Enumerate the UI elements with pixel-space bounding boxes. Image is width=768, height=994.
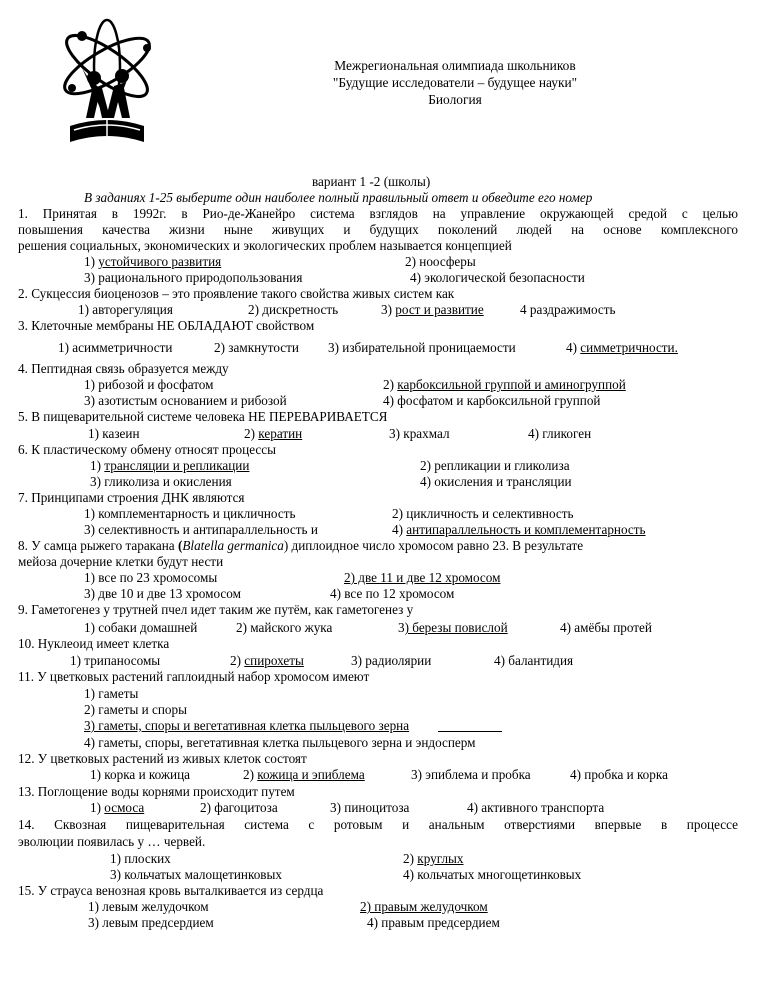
q9-option-1: 1) собаки домашней	[84, 620, 198, 635]
q15-option-3: 3) левым предсердием	[88, 915, 214, 930]
header-subject: Биология	[428, 92, 482, 107]
q1-text-line-3: решения социальных, экономических и экологических проблем называется концепцией	[18, 238, 512, 253]
q13-option-2: 2) фагоцитоза	[200, 800, 278, 815]
q14-option-3: 3) кольчатых малощетинковых	[110, 867, 282, 882]
q15-text: 15. У страуса венозная кровь выталкивается из сердца	[18, 883, 324, 898]
q9-text: 9. Гаметогенез у трутней пчел идет таким же путём, как гаметогенез у	[18, 602, 414, 617]
q5-option-2: 2) кератин	[244, 426, 303, 441]
variant-label: вариант 1 -2 (школы)	[312, 174, 431, 189]
q2-option-4: 4 раздражимость	[520, 302, 616, 317]
q4-text: 4. Пептидная связь образуется между	[18, 361, 229, 376]
q9-option-3: 3) березы повислой	[398, 620, 508, 635]
q8-option-2: 2) две 11 и две 12 хромосом	[344, 570, 501, 585]
q12-option-2: 2) кожица и эпиблема	[243, 767, 365, 782]
q6-option-3: 3) гликолиза и окисления	[90, 474, 232, 489]
q14-text-line-1: 14. Сквозная пищеварительная система с ротовым и анальным отверстиями впервые в процессе	[18, 817, 738, 832]
q6-option-2: 2) репликации и гликолиза	[420, 458, 570, 473]
q4-option-3: 3) азотистым основанием и рибозой	[84, 393, 287, 408]
q15-option-4: 4) правым предсердием	[367, 915, 500, 930]
q5-option-4: 4) гликоген	[528, 426, 592, 441]
q6-option-1: 1) трансляции и репликации	[90, 458, 250, 473]
q1-option-1: 1) устойчивого развития	[84, 254, 222, 269]
q7-option-1: 1) комплементарность и цикличность	[84, 506, 296, 521]
q10-text: 10. Нуклеоид имеет клетка	[18, 636, 170, 651]
q7-option-2: 2) цикличность и селективность	[392, 506, 574, 521]
q11-option-4: 4) гаметы, споры, вегетативная клетка пыльцевого зерна и эндосперм	[84, 735, 476, 750]
q2-option-2: 2) дискретность	[248, 302, 339, 317]
q13-option-3: 3) пиноцитоза	[330, 800, 410, 815]
header-line-2: "Будущие исследователи – будущее науки"	[332, 75, 578, 90]
q9-option-4: 4) амёбы протей	[560, 620, 652, 635]
q7-option-4: 4) антипараллельность и комплементарность	[392, 522, 646, 537]
q9-option-2: 2) майского жука	[236, 620, 333, 635]
q10-option-1: 1) трипаносомы	[70, 653, 161, 668]
q15-option-1: 1) левым желудочком	[88, 899, 209, 914]
q7-text: 7. Принципами строения ДНК являются	[18, 490, 245, 505]
q12-option-3: 3) эпиблема и пробка	[411, 767, 531, 782]
q13-option-1: 1) осмоса	[90, 800, 145, 815]
q3-option-1: 1) асимметричности	[58, 340, 173, 355]
q11-option-2: 2) гаметы и споры	[84, 702, 187, 717]
q14-option-2: 2) круглых	[403, 851, 464, 866]
q1-text-line-1: 1. Принятая в 1992г. в Рио-де-Жанейро система взглядов на управление окружающей средой с целью	[18, 206, 738, 221]
q14-option-1: 1) плоских	[110, 851, 171, 866]
q4-option-4: 4) фосфатом и карбоксильной группой	[383, 393, 601, 408]
q10-option-4: 4) балантидия	[494, 653, 574, 668]
q11-option-3-underline	[438, 731, 502, 732]
q5-option-1: 1) казеин	[88, 426, 140, 441]
q10-option-2: 2) спирохеты	[230, 653, 304, 668]
q13-text: 13. Поглощение воды корнями происходит путем	[18, 784, 295, 799]
q11-text: 11. У цветковых растений гаплоидный набор хромосом имеют	[18, 669, 370, 684]
q4-option-1: 1) рибозой и фосфатом	[84, 377, 214, 392]
q12-option-1: 1) корка и кожица	[90, 767, 190, 782]
q11-option-3: 3) гаметы, споры и вегетативная клетка пыльцевого зерна	[84, 718, 410, 733]
olympiad-logo-icon	[52, 18, 162, 158]
q1-option-2: 2) ноосферы	[405, 254, 476, 269]
q13-option-4: 4) активного транспорта	[467, 800, 605, 815]
q12-text: 12. У цветковых растений из живых клеток состоят	[18, 751, 307, 766]
header-line-1: Межрегиональная олимпиада школьников	[334, 58, 576, 73]
q5-option-3: 3) крахмал	[389, 426, 450, 441]
q6-text: 6. К пластическому обмену относят процессы	[18, 442, 276, 457]
q12-option-4: 4) пробка и корка	[570, 767, 668, 782]
q8-text-line-2: мейоза дочерние клетки будут нести	[18, 554, 224, 569]
instruction: В заданиях 1-25 выберите один наиболее полный правильный ответ и обведите его номер	[84, 190, 593, 205]
q7-option-3: 3) селективность и антипараллельность и	[84, 522, 318, 537]
q1-text-line-2: повышения качества жизни ныне живущих и будущих поколений людей на основе комплексного	[18, 222, 738, 237]
q3-option-2: 2) замкнутости	[214, 340, 299, 355]
q8-option-3: 3) две 10 и две 13 хромосом	[84, 586, 241, 601]
q15-option-2: 2) правым желудочком	[360, 899, 488, 914]
q2-option-3: 3) рост и развитие	[381, 302, 484, 317]
q5-text: 5. В пищеварительной системе человека НЕ ПЕРЕВАРИВАЕТСЯ	[18, 409, 388, 424]
q14-text-line-2: эволюции появилась у … червей.	[18, 834, 206, 849]
q3-option-3: 3) избирательной проницаемости	[328, 340, 516, 355]
q4-option-2: 2) карбоксильной группой и аминогруппой	[383, 377, 626, 392]
q8-option-1: 1) все по 23 хромосомы	[84, 570, 218, 585]
q14-option-4: 4) кольчатых многощетинковых	[403, 867, 582, 882]
q8-option-4: 4) все по 12 хромосом	[330, 586, 455, 601]
q10-option-3: 3) радиолярии	[351, 653, 432, 668]
q3-option-4: 4) симметричности.	[566, 340, 678, 355]
q6-option-4: 4) окисления и трансляции	[420, 474, 572, 489]
q2-option-1: 1) авторегуляция	[78, 302, 173, 317]
q1-option-4: 4) экологической безопасности	[410, 270, 585, 285]
q11-option-1: 1) гаметы	[84, 686, 139, 701]
q1-option-3: 3) рационального природопользования	[84, 270, 303, 285]
q2-text: 2. Сукцессия биоценозов – это проявление такого свойства живых систем как	[18, 286, 455, 301]
q8-text-line-1: 8. У самца рыжего таракана (Blatella germanica) диплоидное число хромосом равно 23. В результате	[18, 538, 584, 553]
q3-text: 3. Клеточные мембраны НЕ ОБЛАДАЮТ свойством	[18, 318, 315, 333]
